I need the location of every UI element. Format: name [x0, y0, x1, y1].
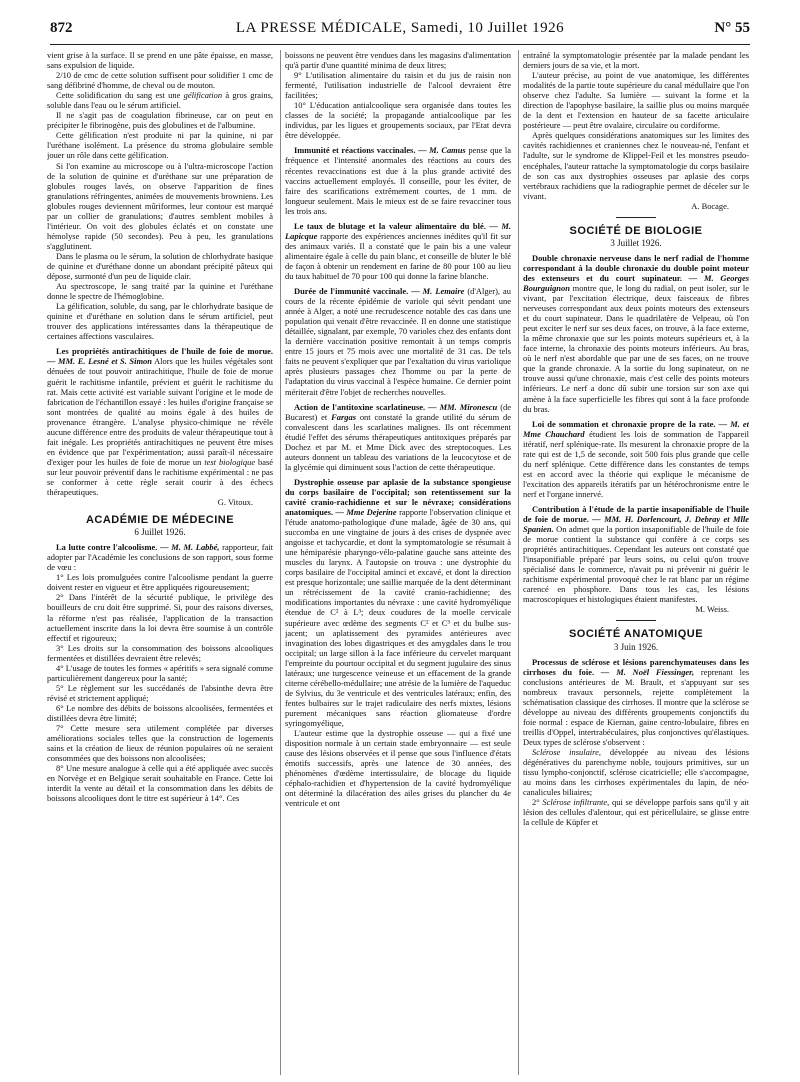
article-authors: — M. Lemaire — [408, 286, 465, 297]
paragraph: Dans le plasma ou le sérum, la solution de chlorhydrate basique de quinine et d'uréthane donne un abondant précipité pâteux qui dépose, surmonté d'un peu de liquide clair. — [47, 250, 273, 282]
article: Contribution à l'étude de la partie insaponifiable de l'huile de foie de morue. — MM. H. Dorlencourt, J. Debray et Mlle Spanien. On admet que la portion insaponifiable de l'huile de foie de morue contient la substance qui confère à ce corps ses propriétés antirachitiques. Cependant les auteurs ont constaté que l'insaponifiable préparé par leurs soins, ou celui qu'on trouve spécialisé dans le commerce, n'avait pu ni prévenir ni guérir le rachitisme expérimental provoqué chez le rat blanc par un régime carencé en phosphore. Dans tous les cas, les lésions macroscopiques et histologiques étaient manifestes. — [523, 503, 749, 605]
article: Loi de sommation et chronaxie propre de la rate. — M. et Mme Chauchard étudient les lois de sommation de l'appareil itératif, nerf splénique-rate. Ils mesurent la chronaxie propre de la rate qui est de 1,5 de seconde, soit 500 fois plus grande que celle du nerf splénique. Cette différence dans les constantes de temps est en accord avec la théorie qui explique le mécanisme de l'excitation des appareils itératifs par un hétérochronisme entre le nerf et l'organe innervé. — [523, 418, 749, 499]
list-item: 6° Le nombre des débits de boissons alcoolisées, fermentées et distillées devra être limité; — [47, 702, 273, 723]
signature: A. Bocage. — [691, 200, 729, 211]
page-header — [50, 18, 750, 45]
section-date: 3 Juin 1926. — [613, 641, 659, 652]
article-authors: — Mme Dejerine — [333, 507, 397, 518]
article-heading: Contribution à l'étude de la partie insaponifiable de l'huile de foie de morue. — [523, 503, 749, 525]
column-1 — [47, 50, 273, 1075]
article: Immunité et réactions vaccinales. — M. Camus pense que la fréquence et l'intensité anormales des réactions au cours des récentes revaccinations est due à la plus grande activité des vaccins actuellement employés. Il conseille, pour les éviter, de faire des scarifications extrêmement courtes, de 1 mm. de longueur seulement. Mais le mieux est de se faire revacciner tous les trois ans. — [285, 145, 511, 216]
paragraph: Au spectroscope, le sang traité par la quinine et l'uréthane donne le spectre de l'hémoglobine. — [47, 281, 273, 302]
article-heading: Durée de l'immunité vaccinale. — [294, 286, 409, 297]
article: Les propriétés antirachitiques de l'huile de foie de morue. — MM. E. Lesné et S. Simon Alors que les huiles végétales sont dénuées de tout pouvoir antirachitique, l'huile de foie de morue guérit le rachitisme infantile, prévient et guérit le rachitisme du rat. Mais cette activité est variable suivant l'origine et le mode de fabrication de l'échantillon essayé : les huiles d'origine française se sont montrées de qualité au moins égale à des huiles de provenance étrangère. L'analyse physico-chimique ne révèle aucune différence entre des produits de valeur thérapeutique tout à fait inégale. Les propriétés antirachitiques ne peuvent être mises en évidence que par l'expérimentation; aussi paraît-il nécessaire d'exiger pour les huiles de foie de morue un test biologique basé sur leur pouvoir préventif dans le rachitisme expérimental : ne pas se conformer à cette règle serait courir à des échecs thérapeutiques. — [47, 346, 273, 498]
section-title: SOCIÉTÉ DE BIOLOGIE — [569, 224, 703, 237]
paragraph: L'auteur précise, au point de vue anatomique, les différentes modalités de la partie toute supérieure du canal médullaire que l'on observe chez l'adulte. Sa lumière — suivant la forme et la direction de l'apophyse basilaire, la saillie plus ou moins marquée de la dent et l'extension en hauteur de sa facette articulaire postérieure — peut être ovalaire, circulaire ou cordiforme. — [523, 70, 749, 131]
article-authors: — M. M. Labbé, — [157, 542, 220, 553]
column-2 — [285, 50, 511, 1075]
article: Durée de l'immunité vaccinale. — M. Lemaire (d'Alger), au cours de la récente épidémie de variole qui sévit pendant une année à Alger, a noté une recrudescence notable des cas dans une population qui venait d'être revaccinée. Il en donne une statistique détaillée, signalant, par exemple, 70 varioles chez des enfants dont la dernière vaccination positive remontait à un temps compris entre 15 jours et 75 mois avec une mortalité de 31 cas. De tels faits ne peuvent s'expliquer que par l'exaltation du virus variolique après plusieurs passages chez l'homme ou par la perte de l'adaptation du virus vaccinal à l'espèce humaine. Ce dernier point mériterait d'être l'objet de recherches nouvelles. — [285, 286, 511, 397]
section-title: SOCIÉTÉ ANATOMIQUE — [568, 628, 704, 641]
list-item: 8° Une mesure analogue à celle qui a été appliquée avec succès en Norvège et en Belgique serait souhaitable en France. Cette loi interdit la vente au détail et la consommation dans les débits de boissons alcooliques dont le titre est supérieur à 14°. Ces — [47, 763, 273, 804]
paragraph: 2/10 de cmc de cette solution suffisent pour solidifier 1 cmc de sang défibriné d'homme, de cheval ou de mouton. — [47, 70, 273, 91]
article-heading: Dystrophie osseuse par aplasie de la substance spongieuse du corps basilaire de l'occipital; son retentissement sur la cavité cranio-rachidienne et sur le névraxe; considérations anatomiques. — [285, 476, 511, 518]
divider — [616, 620, 656, 621]
signature: G. Vitoux. — [217, 497, 253, 508]
paragraph: Cette solidification du sang est une gélification à gros grains, soluble dans l'eau ou le sérum artificiel. — [47, 90, 273, 111]
paragraph: Après quelques considérations anatomiques sur les limites des cavités rachidiennes et craniennes chez le nouveau-né, l'enfant et l'adulte, sur le syndrome de Klippel-Feil et les monstres pseudo-encéphales, l'auteur rattache la symptomatologie du corps basilaire de son cas aux dystrophies osseuses par aplasie des corps vertébraux rachidiens que la radiographie permet de déceler sur le vivant. — [523, 130, 749, 201]
article-authors: — M. Georges Bourguignon — [523, 272, 749, 293]
paragraph: L'auteur estime que la dystrophie osseuse — qui a fixé une disposition normale à un certain stade embryonnaire — est seule cause des lésions observées et il pense que sous l'influence d'états émotifs successifs, après une latence de 30 années, des phénomènes d'œdème intertissulaire, de blocage du liquide céphalo-rachidien et d'hypertension de la cavité hydromyélique ont déterminé la dilacération des ailes grises du plancher du 4e ventricule et ont — [285, 728, 511, 809]
signature: M. Weiss. — [695, 604, 729, 615]
article-heading: Processus de sclérose et lésions parenchymateuses dans les cirrhoses du foie. — [523, 656, 749, 677]
list-item: 4° L'usage de toutes les formes « apéritifs » sera signalé comme particulièrement dangereux pour la santé; — [47, 662, 273, 683]
paragraph: Cette gélification n'est produite ni par la quinine, ni par l'uréthane isolément. La présence du stroma globulaire semble jouer un rôle dans cette gélification. — [47, 130, 273, 161]
article-authors: — M. Lapicque — [285, 220, 511, 241]
list-item: 5° Le règlement sur les succédanés de l'absinthe devra être révisé et strictement appliqué; — [47, 682, 273, 703]
article: La lutte contre l'alcoolisme. — M. M. Labbé, rapporteur, fait adopter par l'Académie les conclusions de son rapport, sous forme de vœu : — [47, 542, 273, 573]
article-heading: La lutte contre l'alcoolisme. — [56, 542, 158, 553]
column-divider — [280, 50, 281, 1075]
paragraph: Si l'on examine au microscope ou à l'ultra-microscope l'action de la solution de quinine et d'uréthane sur une préparation de globules rouges lavés, on observe l'apparition de fines granulations réfringentes, animées de mouvements browniens. Les globules rouges deviennent mûriformes, leur contour est marqué par un collier de granulations; d'autres semblent mobiles à l'intérieur. On voit des globules éclatés et on constate une hémolyse rapide (50 secondes). Peu à peu, les granulations s'agglutinent. — [47, 160, 273, 251]
list-item: 2° Dans l'intérêt de la sécurité publique, le privilège des bouilleurs de cru doit être supprimé. Si, pour des raisons diverses, la réforme n'est pas réalisée, l'application de la transaction actuellement inscrite dans la loi devra être soumise à un contrôle effectif et rigoureux; — [47, 592, 273, 643]
paragraph: La gélification, soluble, du sang, par le chlorhydrate basique de quinine et d'uréthane en solution dans le sérum artificiel, peut trouver des applications intéressantes dans la thérapeutique de certaines affections vasculaires. — [47, 301, 273, 342]
section-title: ACADÉMIE DE MÉDECINE — [85, 514, 235, 527]
paragraph: Il ne s'agit pas de coagulation fibrineuse, car on peut en précipiter le fibrinogène, puis des globulines et de l'albumine. — [47, 110, 273, 131]
section-date: 6 Juillet 1926. — [134, 527, 186, 538]
column-divider — [518, 50, 519, 1075]
article-heading: Le taux de blutage et la valeur alimentaire du blé. — [294, 220, 486, 231]
article-heading: Action de l'antitoxine scarlatineuse. — [294, 401, 426, 412]
issue-number: N° 55 — [714, 20, 750, 36]
article-authors: — M. Noël Fiessinger, — [594, 666, 695, 677]
article: Processus de sclérose et lésions parenchymateuses dans les cirrhoses du foie. — M. Noël Fiessinger, reprenant les conclusions antérieures de M. Brault, et s'appuyant sur ses nombreux travaux personnels, rejette complètement la schématisation classique des cirrhoses. Il montre que la sclérose se développe au niveau des différents groupements conjonctifs du foie normal : espace de Kiernan, gaine centro-lobulaire, fibres en treillis d'Oppel, intertrabéculaires, plus conjonctives qu'élastiques. Deux types de sclérose s'observent : — [523, 656, 749, 747]
article: Double chronaxie nerveuse dans le nerf radial de l'homme correspondant à la double chronaxie du double point moteur des extenseurs et du court supinateur. — M. Georges Bourguignon montre que, le long du radial, on peut isoler, sur le vivant, par l'excitation électrique, deux faisceaux de fibres nerveuses correspondant aux deux points moteurs des extenseurs et du court supinateur. Dans le quadrilatère de Velpeau, où l'on peut exciter le nerf sur ses deux faces, on trouve, à la face externe, la même chronaxie que sur les points moteurs supérieurs et, à la face interne, la chronaxie des points moteurs inférieurs. Au bras, où le nerf n'est abordable que par une de ses faces, on ne trouve que la grande chronaxie. A la sortie du long supinateur, on ne trouve aussi qu'une chronaxie, mais c'est celle des points moteurs inférieurs. Le nerf a donc dû subir une torsion sur son axe qui amène à la face superficielle les fibres qui sont à la face profonde du bras. — [523, 252, 749, 414]
list-item: 1° Les lois promulguées contre l'alcoolisme pendant la guerre doivent rester en vigueur et être appliquées rigoureusement; — [47, 572, 273, 593]
article-heading: Les propriétés antirachitiques de l'huile de foie de morue. — [56, 346, 273, 357]
journal-title: LA PRESSE MÉDICALE, Samedi, 10 Juillet 1926 — [235, 20, 565, 36]
paragraph: entraîné la symptomatologie présentée par la malade pendant les derniers jours de sa vie, et la mort. — [523, 50, 749, 71]
paragraph: boissons ne peuvent être vendues dans les magasins d'alimentation qu'à partir d'une quantité minima de deux litres; — [285, 50, 511, 71]
divider — [616, 217, 656, 218]
article: Dystrophie osseuse par aplasie de la substance spongieuse du corps basilaire de l'occipital; son retentissement sur la cavité cranio-rachidienne et sur le névraxe; considérations anatomiques. — Mme Dejerine rapporte l'observation clinique et l'étude anatomo-pathologique d'une malade, âgée de 30 ans, qui succomba en une vingtaine de jours à des crises de dyspnée avec angoisse et tachycardie, et dont la symptomatologie se résumait à une hémiparésie pharyngo-vélo-palatine gauche sans atteinte des muscles du larynx. A l'autopsie on trouva : une dystrophie du corps basilaire de l'occipital aminci et excavé, et dont la direction est presque horizontale; une saillie marquée de la dent déterminant un rétrécissement de la cavité cranio-rachidienne; des modifications importantes du névraxe : une cavité hydromyélique étendue de C² à L³; deux coudures de la moelle cervicale supérieure avec œdème des segments C² et C³ et du bulbe sus-jacent; un aplatissement des pyramides antérieures avec invagination des lobes digastriques et des amygdales dans le trou occipital; un large sillon à la face inférieure du cervelet marquant l'empreinte du pourtour occipital et du segment jugulaire des sinus latéraux; une turgescence veineuse et un effacement de la grande citerne cérébello-médullaire; une atrésie de la lumière de l'aqueduc de Sylvius, du 3e ventricule et des ventricules latéraux; enfin, des fentes bulbaires sur le trajet radiculaire des nerfs mixtes, lésions purement mécaniques sans réaction gliomateuse d'ordre syringomyélique, — [285, 476, 511, 728]
article-heading: Immunité et réactions vaccinales. — [294, 145, 416, 156]
article-heading: Loi de sommation et chronaxie propre de la rate. — [532, 418, 716, 429]
article: Le taux de blutage et la valeur alimentaire du blé. — M. Lapicque rapporte des expériences anciennes inédites qu'il fit sur des animaux variés. Il a constaté que le pain bis a une valeur alimentaire égale à celle du pain blanc, et conseille de bluter le blé de façon à obtenir un rendement en farine de 80 pour 100 au lieu du taux habituel de 70 pour 100 qui donne la farine blanche. — [285, 220, 511, 281]
list-item: 7° Cette mesure sera utilement complétée par diverses améliorations sociales telles que la construction de logements sains et la création de lieux de réunion populaires où ne seraient consommées que des boissons non alcoolisées; — [47, 723, 273, 764]
article-authors: — MM. H. Dorlencourt, J. Debray et Mlle Spanien. — [523, 514, 749, 535]
list-item: 2° Sclérose infiltrante, qui se développe parfois sans qu'il y ait lésion des cellules d'alentour, qui est péricellulaire, se glisse entre la cellule de Küpfer et — [523, 797, 749, 828]
section-date: 3 Juillet 1926. — [610, 237, 662, 248]
list-item: Sclérose insulaire, développée au niveau des lésions dégénératives du parenchyme noble, toujours primitives, sur un tissu lympho-conjonctif, sclérose cicatricielle; elle s'accompagne, au moins dans les cirrhoses expérimentales du lapin, de néo-canalicules biliaires; — [523, 747, 749, 798]
article: Action de l'antitoxine scarlatineuse. — MM. Mironescu (de Bucarest) et Fargas ont constaté la grande utilité du sérum de convalescent dans les scarlatines malignes. Ils ont récemment étudié l'effet des sérums thérapeutiques antitoxiques préparés par Dochez et par M. et Mme Dick avec des streptocoques. Les auteurs donnent un tableau des variations de la leucocytose et de la glycémie qui diminuent sous l'action de cette thérapeutique. — [285, 401, 511, 472]
list-item: 9° L'utilisation alimentaire du raisin et du jus de raisin non fermenté, l'utilisation industrielle de l'alcool devraient être facilitées; — [285, 70, 511, 101]
article-heading: Double chronaxie nerveuse dans le nerf radial de l'homme correspondant à la double chronaxie du double point moteur des extenseurs et du court supinateur. — [523, 252, 749, 283]
article-authors: — MM. E. Lesné et S. Simon — [47, 356, 152, 367]
paragraph: vient grise à la surface. Il se prend en une pâte épaisse, en masse, sans expulsion de liquide. — [47, 50, 273, 71]
column-3 — [523, 50, 749, 1075]
article-authors: — M. Camus — [415, 145, 466, 156]
article-authors: — MM. Mironescu — [425, 401, 498, 412]
page-number: 872 — [50, 20, 73, 36]
article-authors: — M. et Mme Chauchard — [523, 418, 749, 439]
list-item: 10° L'éducation antialcoolique sera organisée dans toutes les classes de la société; la propagande antialcoolique par les individus, par les ligues et groupements sociaux, par l'Etat devra être développée. — [285, 100, 511, 141]
list-item: 3° Les droits sur la consommation des boissons alcooliques fermentées et distillées devraient être relevés; — [47, 642, 273, 663]
